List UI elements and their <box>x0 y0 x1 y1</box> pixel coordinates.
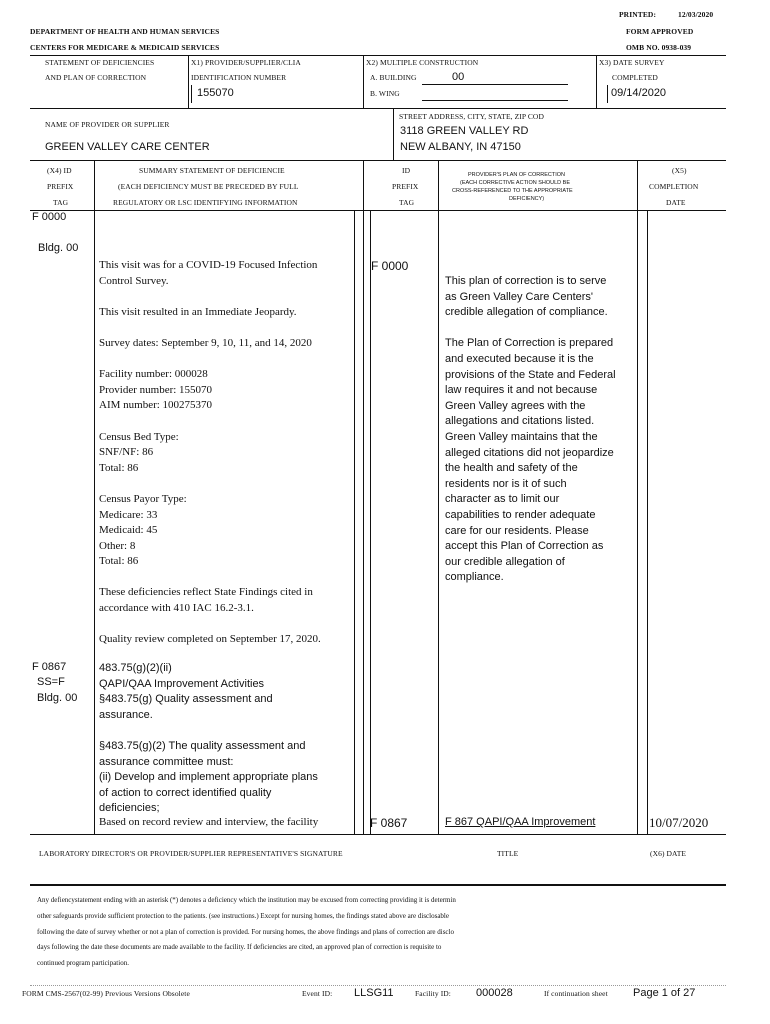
summary-line: §483.75(g) Quality assessment and <box>99 693 273 706</box>
summary-line: SNF/NF: 86 <box>99 446 154 459</box>
summary-line: Facility number: 000028 <box>99 368 208 381</box>
plan-line: allegations and citations listed. <box>445 415 595 428</box>
bldg-label-b: Bldg. 00 <box>37 692 78 704</box>
summary-line: Census Payor Type: <box>99 492 187 505</box>
event-id-value: LLSG11 <box>354 987 394 999</box>
id-f0000: F 0000 <box>371 259 409 273</box>
summary-line: These deficiencies reflect State Findings cited in <box>99 586 313 599</box>
plan-line: The Plan of Correction is prepared <box>445 337 614 350</box>
summary-line: Total: 86 <box>99 555 139 568</box>
plan-line: capabilities to render adequate <box>445 508 596 521</box>
form-number: FORM CMS-2567(02-99) Previous Versions Obsolete <box>22 989 190 998</box>
provider-number: 155070 <box>197 87 234 99</box>
provider-name: GREEN VALLEY CARE CENTER <box>45 141 210 153</box>
x4-prefix-label: PREFIX <box>47 182 74 191</box>
printed-label: PRINTED: <box>619 10 657 19</box>
plan-line: our credible allegation of <box>445 555 565 568</box>
summary-line: assurance committee must: <box>99 755 234 768</box>
summary-header-2: (EACH DEFICIENCY MUST BE PRECEDED BY FULL <box>118 182 299 191</box>
disclaimer-line: Any defiencystatement ending with an asterisk (*) denotes a deficiency which the institution may be excused from correcting providing it is determin <box>37 896 456 904</box>
summary-line: 483.75(g)(2)(ii) <box>99 662 172 674</box>
plan-line: compliance. <box>445 571 504 584</box>
dept-title: DEPARTMENT OF HEALTH AND HUMAN SERVICES <box>30 27 220 36</box>
page-number: Page 1 of 27 <box>633 987 696 999</box>
address-line-2: NEW ALBANY, IN 47150 <box>400 141 521 153</box>
building-value: 00 <box>452 71 465 83</box>
provider-label-1: X1) PROVIDER/SUPPLIER/CLIA <box>191 58 301 67</box>
summary-line: This visit resulted in an Immediate Jeopardy. <box>99 305 297 318</box>
plan-header-3: CROSS-REFERENCED TO THE APPROPRIATE <box>452 188 573 194</box>
plan-line: This plan of correction is to serve <box>445 275 607 287</box>
multiple-construction-label: X2) MULTIPLE CONSTRUCTION <box>366 58 479 67</box>
plan-header-4: DEFICIENCY) <box>509 196 545 202</box>
summary-line: accordance with 410 IAC 16.2-3.1. <box>99 602 254 615</box>
plan-line: Green Valley agrees with the <box>445 399 586 412</box>
summary-line <box>99 570 321 586</box>
x5-date-label: DATE <box>666 198 686 207</box>
plan-line: law requires it and not because <box>445 384 598 397</box>
summary-line: of action to correct identified quality <box>99 786 272 799</box>
plan-line: care for our residents. Please <box>445 524 589 537</box>
summary-line: Quality review completed on September 17, 2020. <box>99 633 321 646</box>
address-label: STREET ADDRESS, CITY, STATE, ZIP COD <box>399 112 544 121</box>
summary-line <box>99 617 321 633</box>
disclaimer-line: following the date of survey whether or not a plan of correction is provided. For nursing homes, the above findings and plans of correction are disclo <box>37 927 454 936</box>
signature-label: LABORATORY DIRECTOR'S OR PROVIDER/SUPPLIER REPRESENTATIVE'S SIGNATURE <box>39 849 343 858</box>
plan-line: provisions of the State and Federal <box>445 368 616 381</box>
plan-line: Green Valley maintains that the <box>445 430 598 443</box>
summary-line <box>99 476 321 492</box>
summary-line: Provider number: 155070 <box>99 383 213 396</box>
building-label: A. BUILDING <box>370 73 417 82</box>
continuation-label: If continuation sheet <box>544 989 608 998</box>
completed-label: COMPLETED <box>612 73 658 82</box>
summary-line: This visit was for a COVID-19 Focused Infection <box>99 259 318 271</box>
summary-line <box>99 352 321 368</box>
statement-label-2: AND PLAN OF CORRECTION <box>45 73 147 82</box>
id-label: ID <box>402 166 411 175</box>
event-id-label: Event ID: <box>302 989 333 998</box>
summary-line: deficiencies; <box>99 802 160 815</box>
plan-line: character as to limit our <box>445 493 560 506</box>
id-tag-label: TAG <box>399 198 415 207</box>
x4-tag-label: TAG <box>53 198 69 207</box>
summary-last-line: Based on record review and interview, the facility <box>99 816 319 828</box>
summary-line: Survey dates: September 9, 10, 11, and 14, 2020 <box>99 336 312 349</box>
centers-title: CENTERS FOR MEDICARE & MEDICAID SERVICES <box>30 43 220 52</box>
summary-line: Census Bed Type: <box>99 430 179 443</box>
wing-label: B. WING <box>370 89 400 98</box>
disclaimer-line: days following the date these documents are made available to the facility. If deficiencies are cited, an approved plan of correction is requisite to <box>37 943 442 952</box>
provider-label-2: IDENTIFICATION NUMBER <box>191 73 287 82</box>
x5-label: (X5) <box>672 166 687 175</box>
summary-block-2 <box>99 661 318 817</box>
summary-line: AIM number: 100275370 <box>99 399 213 412</box>
plan-line: and executed because it is the <box>445 352 594 365</box>
tag-f0000: F 0000 <box>32 211 67 223</box>
summary-line <box>99 723 318 739</box>
summary-line: Total: 86 <box>99 461 139 474</box>
summary-line: QAPI/QAA Improvement Activities <box>99 677 265 690</box>
x4-id-label: (X4) ID <box>47 166 72 175</box>
plan-f867-title: F 867 QAPI/QAA Improvement <box>445 816 596 828</box>
plan-line <box>445 321 616 337</box>
summary-line: (ii) Develop and implement appropriate plans <box>99 771 318 784</box>
plan-header-1: PROVIDER'S PLAN OF CORRECTION <box>468 172 566 178</box>
disclaimer-line: other safeguards provide sufficient protection to the patients. (see instructions.) Except for nursing homes, the findings stated above are disclosable <box>37 911 449 920</box>
plan-header-2: (EACH CORRECTIVE ACTION SHOULD BE <box>460 180 571 186</box>
summary-line: §483.75(g)(2) The quality assessment and <box>99 739 306 752</box>
facility-id-label: Facility ID: <box>415 989 451 998</box>
summary-line <box>99 320 321 336</box>
date-survey-label: X3) DATE SURVEY <box>599 58 665 67</box>
provider-name-label: NAME OF PROVIDER OR SUPPLIER <box>45 120 170 129</box>
plan-line: the health and safety of the <box>445 462 578 475</box>
summary-line: Control Survey. <box>99 274 169 287</box>
summary-header-3: REGULATORY OR LSC IDENTIFYING INFORMATION <box>113 198 298 207</box>
x6-date-label: (X6) DATE <box>650 849 687 858</box>
disclaimer-text <box>37 893 456 972</box>
facility-id-value: 000028 <box>476 987 513 999</box>
form-approved: FORM APPROVED <box>626 27 694 36</box>
disclaimer-line: continued program participation. <box>37 959 129 968</box>
statement-label-1: STATEMENT OF DEFICIENCIES <box>45 58 155 67</box>
tag-f0867: F 0867 <box>32 661 67 673</box>
x5-completion-label: COMPLETION <box>649 182 699 191</box>
summary-line: Other: 8 <box>99 539 136 552</box>
plan-line: credible allegation of compliance. <box>445 306 608 319</box>
plan-line: accept this Plan of Correction as <box>445 540 604 553</box>
completion-date: 10/07/2020 <box>649 815 709 830</box>
summary-line: assurance. <box>99 708 153 721</box>
id-f0867: F 0867 <box>370 816 408 830</box>
printed-date: 12/03/2020 <box>678 10 714 19</box>
ss-code: SS=F <box>37 676 65 688</box>
summary-line: Medicare: 33 <box>99 508 158 521</box>
plan-line: alleged citations did not jeopardize <box>445 446 614 459</box>
title-label: TITLE <box>497 849 519 858</box>
summary-line <box>99 289 321 305</box>
summary-line: Medicaid: 45 <box>99 524 158 537</box>
summary-line <box>99 414 321 430</box>
omb-number: OMB NO. 0938-039 <box>626 43 692 52</box>
id-prefix-label: PREFIX <box>392 182 419 191</box>
survey-date: 09/14/2020 <box>611 87 667 99</box>
plan-block-1 <box>445 274 616 586</box>
bldg-label: Bldg. 00 <box>38 242 79 254</box>
plan-line: as Green Valley Care Centers' <box>445 290 594 303</box>
address-line-1: 3118 GREEN VALLEY RD <box>400 125 529 137</box>
summary-header-1: SUMMARY STATEMENT OF DEFICIENCIE <box>139 166 285 175</box>
summary-block-1 <box>99 258 321 648</box>
plan-line: residents nor is it of such <box>445 477 567 490</box>
